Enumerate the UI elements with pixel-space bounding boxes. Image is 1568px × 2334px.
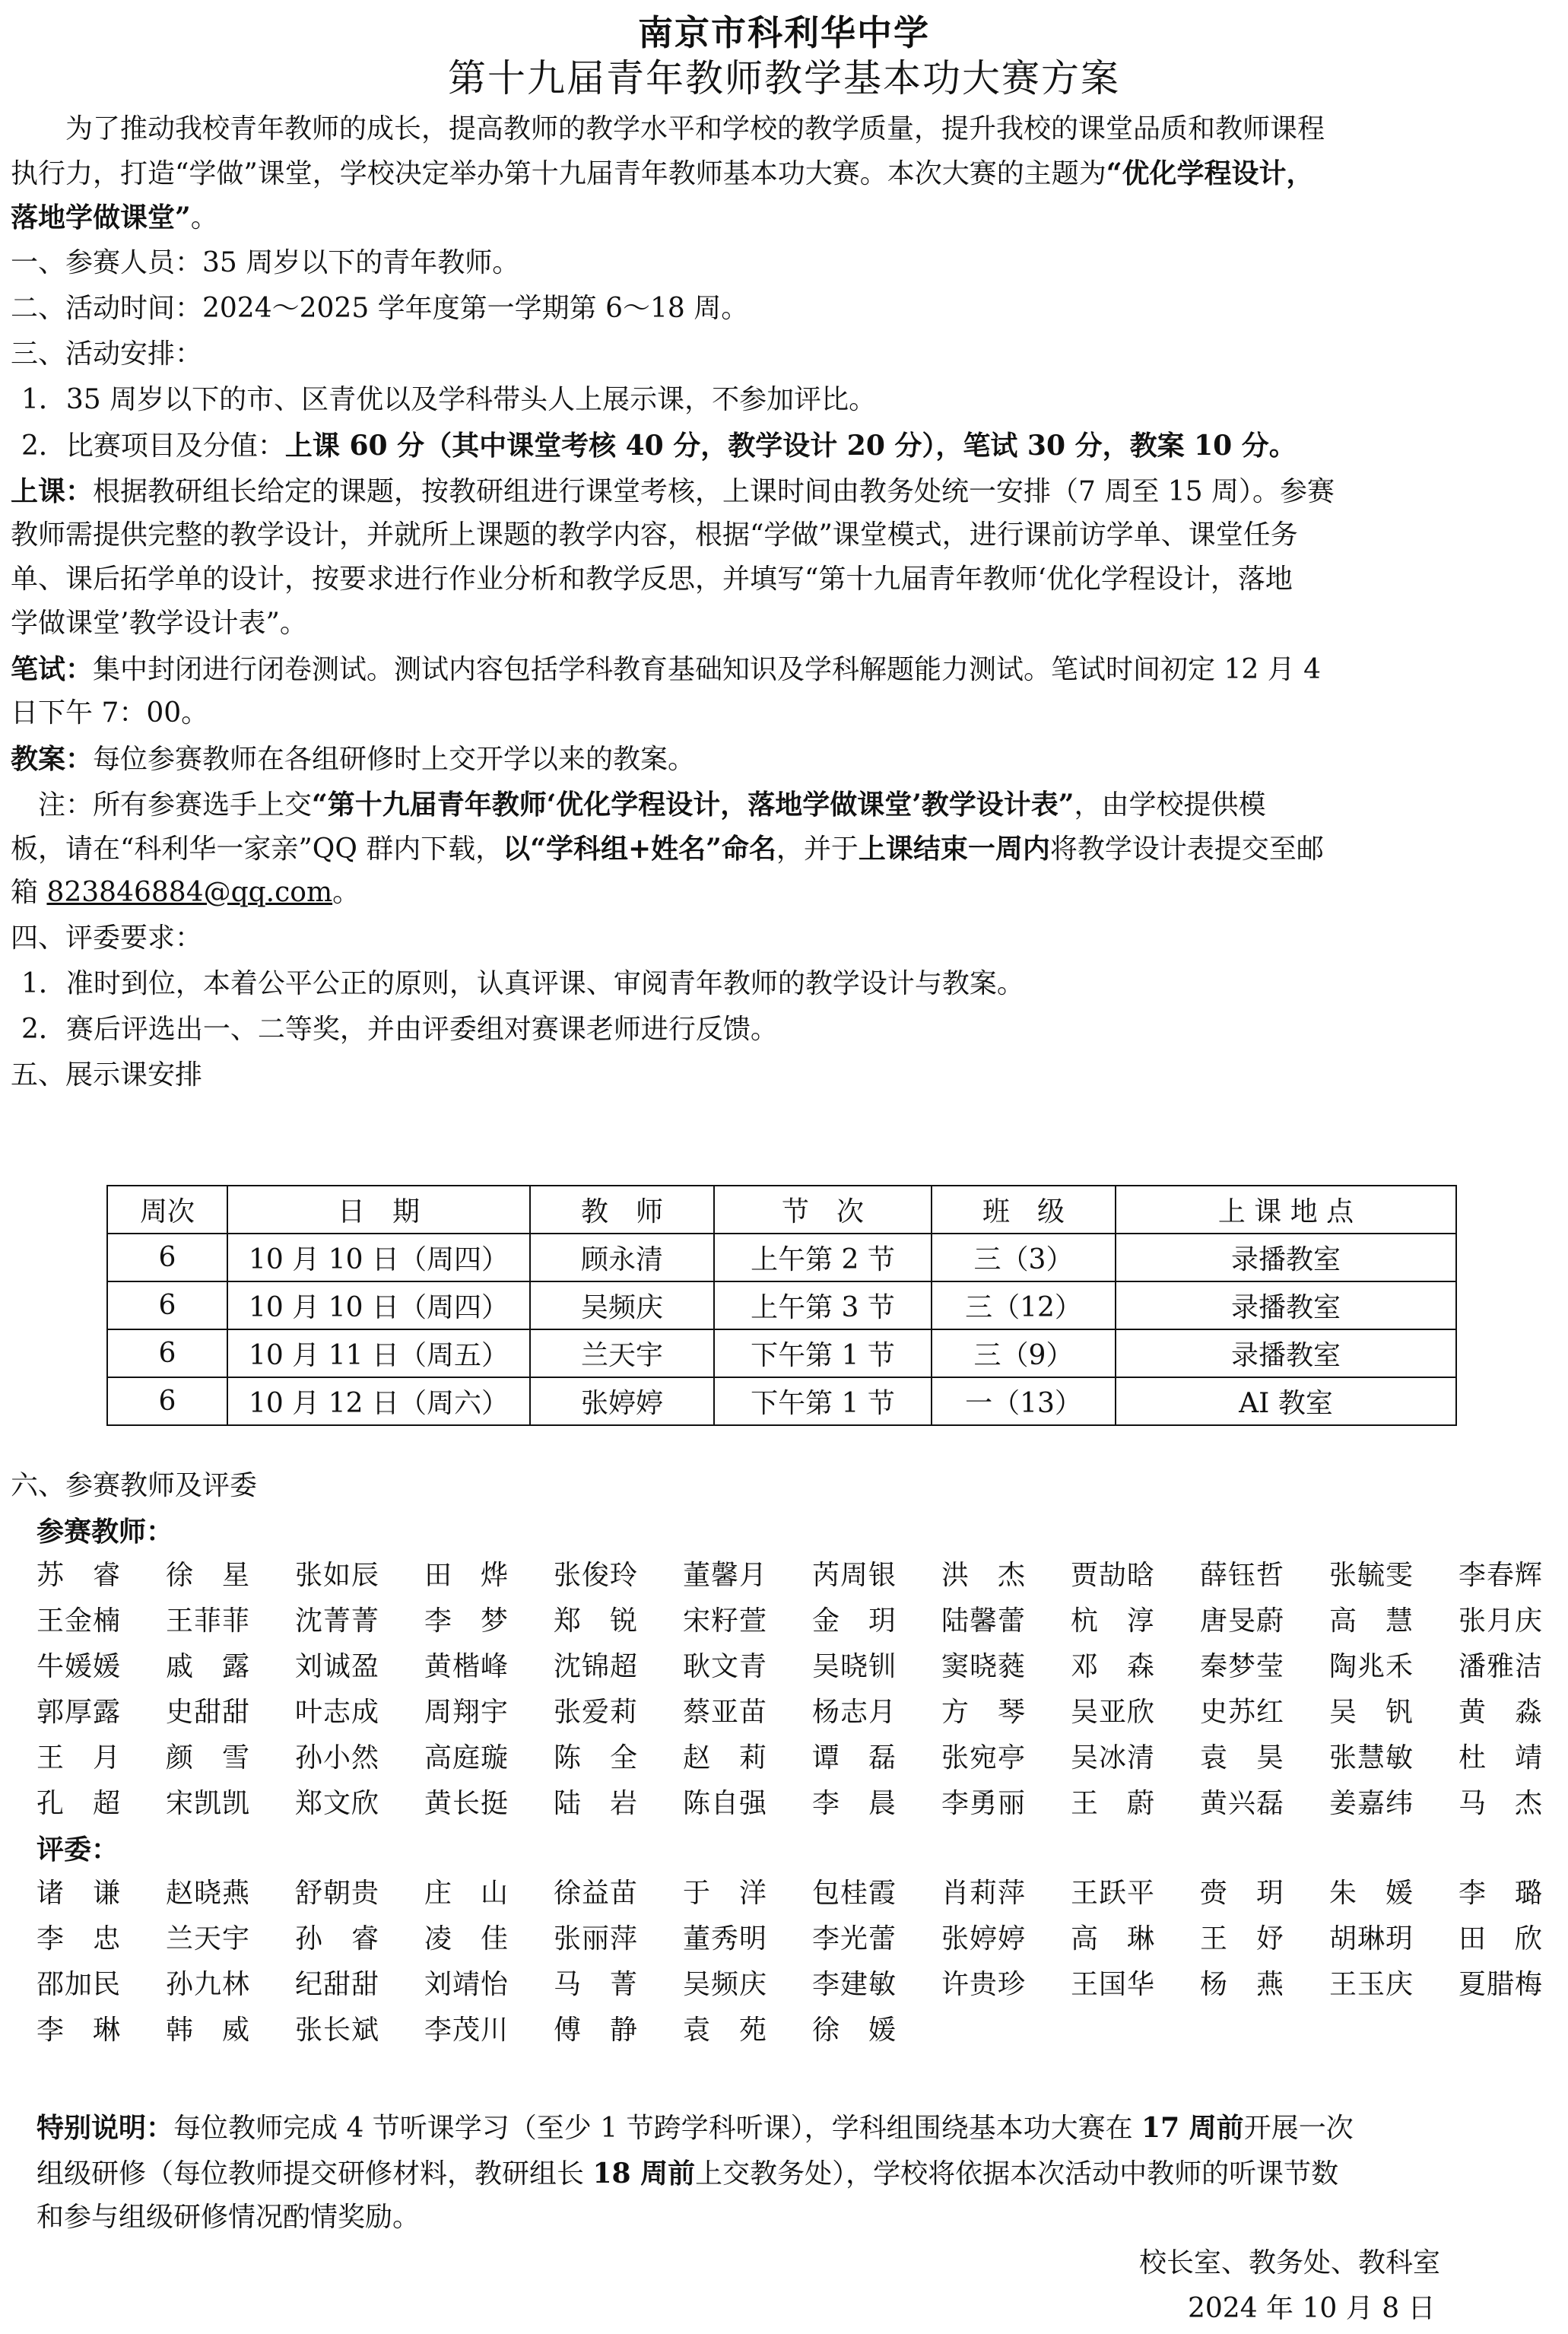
name-row <box>37 1644 1565 1690</box>
arrangement-item-2 <box>21 427 1568 465</box>
cell-week: 6 <box>107 1329 227 1377</box>
special-deadline-18: 18 周前 <box>592 2158 696 2190</box>
teacher-name: 郭厚露 <box>37 1697 122 1728</box>
section-arrangement-heading: 三、活动安排： <box>11 338 203 370</box>
judge-name: 张丽萍 <box>554 1923 639 1955</box>
teacher-name: 袁 昊 <box>1200 1742 1285 1774</box>
cell-date: 10 月 12 日（周六） <box>227 1377 530 1425</box>
cell-teacher: 兰天宇 <box>530 1329 714 1377</box>
teacher-name: 张宛亭 <box>941 1742 1027 1774</box>
cell-date: 10 月 11 日（周五） <box>227 1329 530 1377</box>
scoring-rules: 上课 60 分（其中课堂考核 40 分，教学设计 20 分），笔试 30 分，教案 10 分。 <box>284 430 1297 462</box>
cell-location: 录播教室 <box>1116 1281 1456 1329</box>
name-row <box>37 1735 1565 1781</box>
teacher-name: 陈自强 <box>683 1788 768 1819</box>
shangke-line-2: 教师需提供完整的教学设计，并就所上课题的教学内容，根据“学做”课堂模式，进行课前访学单、课堂任务 <box>11 519 1298 551</box>
teacher-name: 张毓雯 <box>1329 1560 1414 1591</box>
teacher-name: 李春辉 <box>1458 1560 1544 1591</box>
teacher-name: 张慧敏 <box>1329 1742 1414 1774</box>
note2-text-a: 板，请在“科利华一家亲”QQ 群内下载， <box>11 834 503 865</box>
teacher-name: 张俊玲 <box>554 1560 639 1591</box>
shangke-line-3: 单、课后拓学单的设计，按要求进行作业分析和教学反思，并填写“第十九届青年教师‘优化学程设计，落地 <box>11 564 1293 595</box>
table-row <box>107 1329 1456 1377</box>
judge-name: 包桂霞 <box>812 1878 897 1909</box>
page-title: 第十九届青年教师教学基本功大赛方案 <box>448 56 1120 100</box>
teacher-name: 李 晨 <box>812 1788 897 1819</box>
col-class: 班 级 <box>932 1186 1116 1234</box>
email-link[interactable]: 823846884@qq.com <box>46 877 333 908</box>
shangke-line-4: 学做课堂’教学设计表”。 <box>11 608 307 639</box>
teacher-name: 田 烨 <box>424 1560 509 1591</box>
teacher-name: 叶志成 <box>295 1697 380 1728</box>
teacher-name: 唐旻蔚 <box>1200 1605 1285 1637</box>
judge-name: 孙九林 <box>166 1969 251 2000</box>
teacher-name: 洪 杰 <box>941 1560 1027 1591</box>
judge-name: 于 洋 <box>683 1878 768 1909</box>
note-line-1 <box>11 786 1557 824</box>
teacher-name: 高 慧 <box>1329 1605 1414 1637</box>
bishi-text: 集中封闭进行闭卷测试。测试内容包括学科教育基础知识及学科解题能力测试。笔试时间初定 12 月 4 <box>93 654 1322 685</box>
judge-name: 高 琳 <box>1071 1923 1156 1955</box>
special-note-line-1 <box>37 2110 1568 2147</box>
note-line-3 <box>11 875 1557 911</box>
teacher-name: 窦晓蕤 <box>941 1651 1027 1682</box>
table-row <box>107 1281 1456 1329</box>
teacher-name: 陶兆禾 <box>1329 1651 1414 1682</box>
note2-text-e: 将教学设计表提交至邮 <box>1049 834 1324 865</box>
judges-name-grid <box>37 1871 1565 2053</box>
judge-name: 孙 睿 <box>295 1923 380 1955</box>
judge-name: 马 菁 <box>554 1969 639 2000</box>
teachers-name-grid <box>37 1553 1565 1827</box>
cell-date: 10 月 10 日（周四） <box>227 1234 530 1281</box>
teacher-name: 马 杰 <box>1458 1788 1544 1819</box>
judges-requirement-1: 1．准时到位，本着公平公正的原则，认真评课、审阅青年教师的教学设计与教案。 <box>21 968 1024 999</box>
judge-name: 傅 静 <box>554 2015 639 2046</box>
teacher-name: 李勇丽 <box>941 1788 1027 1819</box>
judge-name: 韩 威 <box>166 2015 251 2046</box>
teacher-name: 颜 雪 <box>166 1742 251 1774</box>
shangke-label: 上课： <box>11 475 94 507</box>
cell-teacher: 吴频庆 <box>530 1281 714 1329</box>
issuing-offices: 校长室、教务处、教科室 <box>1139 2247 1441 2278</box>
teacher-name: 吴冰清 <box>1071 1742 1156 1774</box>
teacher-name: 杨志月 <box>812 1697 897 1728</box>
teacher-name: 黄长挺 <box>424 1788 509 1819</box>
intro-text: 执行力，打造“学做”课堂，学校决定举办第十九届青年教师基本功大赛。本次大赛的主题为 <box>11 158 1106 189</box>
judge-name: 李光蕾 <box>812 1923 897 1955</box>
judge-name: 朱 媛 <box>1329 1878 1414 1909</box>
judge-name: 王 妤 <box>1200 1923 1285 1955</box>
cell-period: 下午第 1 节 <box>714 1377 932 1425</box>
note-text-c: ，由学校提供模 <box>1074 789 1266 821</box>
judge-name: 杨 燕 <box>1200 1969 1285 2000</box>
teacher-name: 黄 淼 <box>1458 1697 1544 1728</box>
arrangement-item-1: 1．35 周岁以下的市、区青优以及学科带头人上展示课，不参加评比。 <box>21 384 877 415</box>
table-header-row <box>107 1186 1456 1234</box>
cell-week: 6 <box>107 1234 227 1281</box>
col-week: 周次 <box>107 1186 227 1234</box>
judge-name: 庄 山 <box>424 1878 509 1909</box>
teacher-name: 宋凯凯 <box>166 1788 251 1819</box>
judge-name: 许贵珍 <box>941 1969 1027 2000</box>
table-row <box>107 1234 1456 1281</box>
cell-period: 上午第 3 节 <box>714 1281 932 1329</box>
bishi-line-1 <box>11 651 1557 688</box>
judge-name: 赵晓燕 <box>166 1878 251 1909</box>
cell-location: AI 教室 <box>1116 1377 1456 1425</box>
note-line-2 <box>11 830 1557 868</box>
teacher-name: 张爱莉 <box>554 1697 639 1728</box>
jiaoan-text: 每位参赛教师在各组研修时上交开学以来的教案。 <box>93 744 696 775</box>
name-row <box>37 1690 1565 1735</box>
cell-class: 一（13） <box>932 1377 1116 1425</box>
cell-class: 三（12） <box>932 1281 1116 1329</box>
teacher-name: 郑文欣 <box>295 1788 380 1819</box>
judge-name: 胡琳玥 <box>1329 1923 1414 1955</box>
intro-theme: “优化学程设计， <box>1106 157 1314 189</box>
teacher-name: 史甜甜 <box>166 1697 251 1728</box>
teacher-name: 薛钰哲 <box>1200 1560 1285 1591</box>
teacher-name: 高庭璇 <box>424 1742 509 1774</box>
teacher-name: 吴亚欣 <box>1071 1697 1156 1728</box>
teacher-name: 吴 钒 <box>1329 1697 1414 1728</box>
demo-lesson-table <box>106 1185 1457 1426</box>
school-name: 南京市科利华中学 <box>638 12 930 53</box>
cell-class: 三（9） <box>932 1329 1116 1377</box>
section-judges-requirements: 四、评委要求： <box>11 922 203 954</box>
section-demo-lessons: 五、展示课安排 <box>11 1059 203 1091</box>
judge-name: 王跃平 <box>1071 1878 1156 1909</box>
teacher-name: 陈 全 <box>554 1742 639 1774</box>
judge-name: 李 忠 <box>37 1923 122 1955</box>
issue-date: 2024 年 10 月 8 日 <box>1188 2293 1436 2324</box>
teacher-name: 谭 磊 <box>812 1742 897 1774</box>
teacher-name: 王 月 <box>37 1742 122 1774</box>
teacher-name: 孙小然 <box>295 1742 380 1774</box>
judge-name: 兰天宇 <box>166 1923 251 1955</box>
judge-name: 吴频庆 <box>683 1969 768 2000</box>
judge-name: 董秀明 <box>683 1923 768 1955</box>
teacher-name: 董馨月 <box>683 1560 768 1591</box>
teacher-name: 杭 淳 <box>1071 1605 1156 1637</box>
shangke-text: 根据教研组长给定的课题，按教研组进行课堂考核，上课时间由教务处统一安排（7 周至 15 周）。参赛 <box>93 476 1335 507</box>
item-2-label: 2．比赛项目及分值： <box>21 430 285 462</box>
judge-name: 诸 谦 <box>37 1878 122 1909</box>
section-participants-judges: 六、参赛教师及评委 <box>11 1470 258 1501</box>
name-row <box>37 1553 1565 1599</box>
intro-theme-end: 落地学做课堂” <box>11 202 191 233</box>
note-text-a: 注：所有参赛选手上交 <box>11 789 313 821</box>
name-row <box>37 1962 1565 2008</box>
intro-line-2 <box>11 155 1557 192</box>
teacher-name: 方 琴 <box>941 1697 1027 1728</box>
teacher-name: 邓 森 <box>1071 1651 1156 1682</box>
teacher-name: 李 梦 <box>424 1605 509 1637</box>
teacher-name: 张如辰 <box>295 1560 380 1591</box>
teacher-name: 宋籽萱 <box>683 1605 768 1637</box>
teacher-name: 王菲菲 <box>166 1605 251 1637</box>
teacher-name: 杜 靖 <box>1458 1742 1544 1774</box>
cell-period: 上午第 2 节 <box>714 1234 932 1281</box>
judge-name: 徐益苗 <box>554 1878 639 1909</box>
intro-line-1: 为了推动我校青年教师的成长，提高教师的教学水平和学校的教学质量，提升我校的课堂品质和教师课程 <box>11 113 1325 144</box>
note-form-name: “第十九届青年教师‘优化学程设计，落地学做课堂’教学设计表” <box>312 789 1074 821</box>
col-date: 日 期 <box>227 1186 530 1234</box>
special2-text-a: 组级研修（每位教师提交研修材料，教研组长 <box>37 2158 593 2190</box>
col-teacher: 教 师 <box>530 1186 714 1234</box>
teacher-name: 戚 露 <box>166 1651 251 1682</box>
teacher-name: 王 蔚 <box>1071 1788 1156 1819</box>
judge-name: 凌 佳 <box>424 1923 509 1955</box>
cell-location: 录播教室 <box>1116 1234 1456 1281</box>
cell-class: 三（3） <box>932 1234 1116 1281</box>
teacher-name: 姜嘉纬 <box>1329 1788 1414 1819</box>
judge-name: 邵加民 <box>37 1969 122 2000</box>
judge-name: 王玉庆 <box>1329 1969 1414 2000</box>
shangke-line-1 <box>11 473 1557 510</box>
table-row <box>107 1377 1456 1425</box>
teacher-name: 刘诚盈 <box>295 1651 380 1682</box>
teacher-name: 苏 睿 <box>37 1560 122 1591</box>
name-row <box>37 1871 1565 1916</box>
jiaoan-line <box>11 741 1557 778</box>
cell-period: 下午第 1 节 <box>714 1329 932 1377</box>
teacher-name: 黄楷峰 <box>424 1651 509 1682</box>
judge-name: 田 欣 <box>1458 1923 1544 1955</box>
judge-name: 肖莉萍 <box>941 1878 1027 1909</box>
section-time: 二、活动时间：2024～2025 学年度第一学期第 6～18 周。 <box>11 293 749 324</box>
name-row <box>37 1781 1565 1827</box>
name-row <box>37 1916 1565 1962</box>
teacher-name: 牛媛媛 <box>37 1651 122 1682</box>
special-text-c: 开展一次 <box>1243 2113 1354 2144</box>
jiaoan-label: 教案： <box>11 743 94 775</box>
teacher-name: 张月庆 <box>1458 1605 1544 1637</box>
cell-week: 6 <box>107 1377 227 1425</box>
teacher-name: 赵 莉 <box>683 1742 768 1774</box>
judge-name: 徐 媛 <box>812 2015 897 2046</box>
judge-name: 李 琳 <box>37 2015 122 2046</box>
teacher-name: 芮周银 <box>812 1560 897 1591</box>
teacher-name: 黄兴磊 <box>1200 1788 1285 1819</box>
judges-requirement-2: 2．赛后评选出一、二等奖，并由评委组对赛课老师进行反馈。 <box>21 1014 778 1045</box>
judge-name: 夏腊梅 <box>1458 1969 1544 2000</box>
teacher-name: 潘雅洁 <box>1458 1651 1544 1682</box>
judge-name: 赍 玥 <box>1200 1878 1285 1909</box>
judge-name: 舒朝贵 <box>295 1878 380 1909</box>
special-text-a: 每位教师完成 4 节听课学习（至少 1 节跨学科听课），学科组围绕基本功大赛在 <box>173 2113 1142 2144</box>
teacher-name: 贾劼晗 <box>1071 1560 1156 1591</box>
teacher-name: 郑 锐 <box>554 1605 639 1637</box>
bishi-line-2: 日下午 7：00。 <box>11 697 209 729</box>
teacher-name: 陆 岩 <box>554 1788 639 1819</box>
teacher-name: 蔡亚苗 <box>683 1697 768 1728</box>
judges-label: 评委： <box>37 1834 119 1866</box>
col-location: 上 课 地 点 <box>1116 1186 1456 1234</box>
teacher-name: 秦梦莹 <box>1200 1651 1285 1682</box>
special-deadline-17: 17 周前 <box>1141 2112 1244 2144</box>
judge-name: 张长斌 <box>295 2015 380 2046</box>
teacher-name: 沈菁菁 <box>295 1605 380 1637</box>
special2-text-c: 上交教务处），学校将依据本次活动中教师的听课节数 <box>695 2158 1339 2190</box>
cell-teacher: 张婷婷 <box>530 1377 714 1425</box>
note2-naming-rule: 以“学科组+姓名”命名 <box>503 833 776 865</box>
judge-name: 张婷婷 <box>941 1923 1027 1955</box>
bishi-label: 笔试： <box>11 653 94 685</box>
note2-text-c: ，并于 <box>776 834 859 865</box>
judge-name: 袁 苑 <box>683 2015 768 2046</box>
teacher-name: 金 玥 <box>812 1605 897 1637</box>
teacher-name: 周翔宇 <box>424 1697 509 1728</box>
teacher-name: 徐 星 <box>166 1560 251 1591</box>
teacher-name: 王金楠 <box>37 1605 122 1637</box>
intro-period: 。 <box>190 202 218 233</box>
teacher-name: 孔 超 <box>37 1788 122 1819</box>
judge-name: 李茂川 <box>424 2015 509 2046</box>
cell-teacher: 顾永清 <box>530 1234 714 1281</box>
col-period: 节 次 <box>714 1186 932 1234</box>
note3-text-a: 箱 <box>11 877 47 908</box>
judge-name: 纪甜甜 <box>295 1969 380 2000</box>
section-participants: 一、参赛人员：35 周岁以下的青年教师。 <box>11 247 520 278</box>
note2-deadline: 上课结束一周内 <box>858 833 1050 865</box>
judge-name: 王国华 <box>1071 1969 1156 2000</box>
judge-name: 刘靖怡 <box>424 1969 509 2000</box>
note3-period: 。 <box>332 877 360 908</box>
teacher-name: 史苏红 <box>1200 1697 1285 1728</box>
cell-date: 10 月 10 日（周四） <box>227 1281 530 1329</box>
teachers-label: 参赛教师： <box>37 1516 174 1548</box>
cell-week: 6 <box>107 1281 227 1329</box>
name-row <box>37 2008 1565 2053</box>
name-row <box>37 1599 1565 1644</box>
teacher-name: 沈锦超 <box>554 1651 639 1682</box>
judge-name: 李 璐 <box>1458 1878 1544 1909</box>
intro-line-3 <box>11 199 1557 237</box>
cell-location: 录播教室 <box>1116 1329 1456 1377</box>
teacher-name: 吴晓钏 <box>812 1651 897 1682</box>
special-note-line-3: 和参与组级研修情况酌情奖励。 <box>37 2202 421 2233</box>
teacher-name: 陆馨蕾 <box>941 1605 1027 1637</box>
judge-name: 李建敏 <box>812 1969 897 2000</box>
teacher-name: 耿文青 <box>683 1651 768 1682</box>
special-note-line-2 <box>37 2155 1568 2193</box>
special-note-label: 特别说明： <box>37 2112 174 2144</box>
